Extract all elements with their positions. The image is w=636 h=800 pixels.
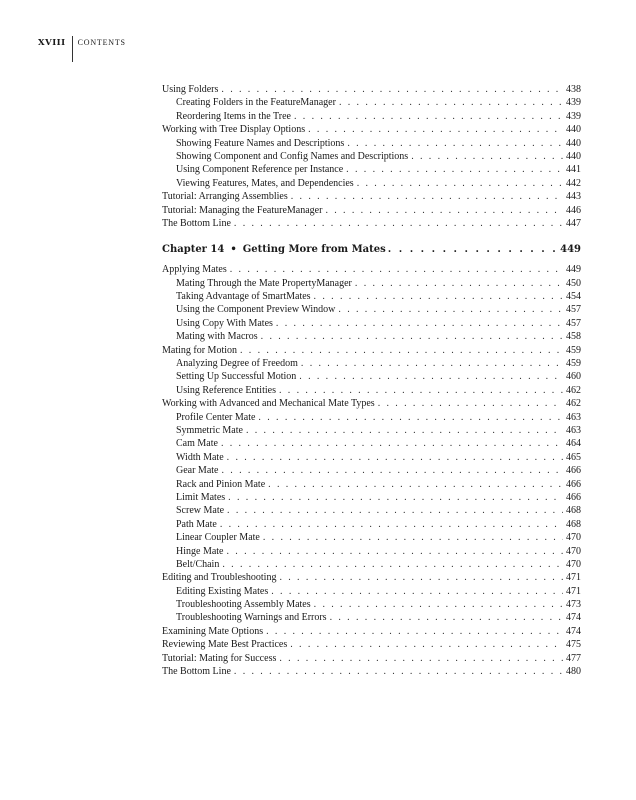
page-number: XVIII (38, 38, 66, 48)
entry-title: Profile Center Mate (176, 411, 256, 423)
entry-page: 480 (566, 666, 581, 678)
toc-entry[interactable] (162, 190, 581, 203)
entry-title: The Bottom Line (162, 217, 231, 229)
entry-title: Working with Tree Display Options (162, 124, 306, 136)
dot-leader (301, 357, 563, 370)
toc-subentry[interactable] (162, 451, 581, 464)
entry-title: Cam Mate (176, 438, 218, 450)
toc-subentry[interactable] (162, 558, 581, 571)
toc-group-before-chapter (162, 83, 581, 230)
entry-title: Using Reference Entities (176, 384, 276, 396)
entry-page: 439 (566, 97, 581, 109)
toc-entry[interactable] (162, 263, 581, 276)
dot-leader (240, 344, 563, 357)
entry-title: Creating Folders in the FeatureManager (176, 97, 336, 109)
dot-leader (279, 384, 563, 397)
entry-title: Working with Advanced and Mechanical Mate Types (162, 398, 375, 410)
dot-leader (227, 504, 563, 517)
entry-page: 449 (566, 264, 581, 276)
toc-subentry[interactable] (162, 598, 581, 611)
entry-page: 470 (566, 532, 581, 544)
entry-title: Editing and Troubleshooting (162, 572, 277, 584)
toc-subentry[interactable] (162, 464, 581, 477)
dot-leader (276, 317, 563, 330)
entry-title: Using Folders (162, 84, 219, 95)
entry-title: Mating for Motion (162, 344, 237, 356)
entry-page: 450 (566, 277, 581, 289)
entry-title: Mating with Macros (176, 331, 258, 343)
entry-title: Analyzing Degree of Freedom (176, 358, 298, 370)
entry-title: Using the Component Preview Window (176, 304, 336, 316)
entry-page: 470 (566, 558, 581, 570)
chapter-heading[interactable] (162, 244, 581, 260)
entry-page: 440 (566, 150, 581, 162)
entry-page: 463 (566, 424, 581, 436)
entry-title: Examining Mate Options (162, 625, 264, 637)
toc-subentry[interactable] (162, 163, 581, 176)
dot-leader (294, 110, 563, 123)
chapter-bullet: • (230, 244, 237, 256)
dot-leader (234, 217, 563, 230)
entry-page: 470 (566, 545, 581, 557)
entry-page: 446 (566, 204, 581, 216)
dot-leader (291, 190, 563, 203)
entry-page: 465 (566, 451, 581, 463)
entry-page: 439 (566, 110, 581, 122)
entry-title: Mating Through the Mate PropertyManager (176, 277, 352, 289)
entry-title: Tutorial: Managing the FeatureManager (162, 204, 323, 216)
dot-leader (271, 585, 563, 598)
toc-entry[interactable] (162, 638, 581, 651)
entry-page: 466 (566, 465, 581, 477)
toc-subentry[interactable] (162, 491, 581, 504)
dot-leader (325, 204, 563, 217)
dot-leader (266, 625, 563, 638)
dot-leader (258, 411, 563, 424)
entry-title: Setting Up Successful Motion (176, 371, 297, 383)
toc-entry[interactable] (162, 123, 581, 136)
entry-page: 458 (566, 331, 581, 343)
entry-page: 474 (566, 625, 581, 637)
toc-subentry[interactable] (162, 585, 581, 598)
toc-subentry[interactable] (162, 177, 581, 190)
entry-page: 464 (566, 438, 581, 450)
entry-title: Width Mate (176, 451, 224, 463)
toc-subentry[interactable] (162, 384, 581, 397)
chapter-label: Chapter 14 (162, 244, 225, 256)
entry-title: Limit Mates (176, 491, 226, 503)
entry-title: Belt/Chain (176, 558, 220, 570)
entry-page: 457 (566, 317, 581, 329)
entry-page: 460 (566, 371, 581, 383)
entry-title: Gear Mate (176, 465, 219, 477)
entry-title: Taking Advantage of SmartMates (176, 291, 311, 303)
entry-page: 466 (566, 478, 581, 490)
entry-page: 466 (566, 491, 581, 503)
entry-page: 468 (566, 505, 581, 517)
dot-leader (378, 397, 563, 410)
entry-title: Showing Component and Config Names and Descriptions (176, 150, 409, 162)
toc-subentry[interactable] (162, 545, 581, 558)
entry-page: 468 (566, 518, 581, 530)
toc-entry[interactable] (162, 217, 581, 230)
dot-leader (339, 96, 563, 109)
toc-entry[interactable] (162, 397, 581, 410)
dot-leader (299, 370, 563, 383)
toc-subentry[interactable] (162, 150, 581, 163)
toc-subentry[interactable] (162, 96, 581, 109)
entry-page: 447 (566, 217, 581, 229)
dot-leader (347, 137, 563, 150)
entry-title: Reordering Items in the Tree (176, 110, 291, 122)
toc-subentry[interactable] (162, 303, 581, 316)
dot-leader (227, 451, 563, 464)
entry-title: Showing Feature Names and Descriptions (176, 137, 345, 149)
entry-title: Using Copy With Mates (176, 317, 273, 329)
toc-subentry[interactable] (162, 504, 581, 517)
dot-leader (411, 150, 563, 163)
entry-title: Using Component Reference per Instance (176, 164, 344, 176)
chapter-page: 449 (560, 244, 581, 256)
dot-leader (357, 177, 563, 190)
toc-subentry[interactable] (162, 137, 581, 150)
entry-page: 454 (566, 291, 581, 303)
toc-subentry[interactable] (162, 277, 581, 290)
dot-leader (222, 558, 563, 571)
dot-leader (228, 491, 563, 504)
entry-page: 441 (566, 164, 581, 176)
toc-subentry[interactable] (162, 411, 581, 424)
dot-leader (227, 545, 564, 558)
toc-entry[interactable] (162, 625, 581, 638)
entry-page: 473 (566, 599, 581, 611)
toc-subentry[interactable] (162, 317, 581, 330)
dot-leader (279, 571, 563, 584)
entry-page: 438 (566, 84, 581, 95)
toc-entry[interactable] (162, 652, 581, 665)
toc-subentry[interactable] (162, 357, 581, 370)
toc-subentry[interactable] (162, 370, 581, 383)
dot-leader (290, 638, 563, 651)
toc-entry[interactable] (162, 204, 581, 217)
dot-leader (338, 303, 563, 316)
entry-title: Rack and Pinion Mate (176, 478, 266, 490)
entry-title: Tutorial: Arranging Assemblies (162, 191, 288, 203)
dot-leader (261, 330, 563, 343)
entry-page: 440 (566, 124, 581, 136)
toc-subentry[interactable] (162, 330, 581, 343)
dot-leader (234, 665, 563, 678)
entry-title: Hinge Mate (176, 545, 224, 557)
entry-page: 471 (566, 572, 581, 584)
entry-title: Applying Mates (162, 264, 227, 276)
toc-subentry[interactable] (162, 110, 581, 123)
entry-title: Tutorial: Mating for Success (162, 652, 277, 664)
dot-leader (308, 123, 563, 136)
toc-subentry[interactable] (162, 424, 581, 437)
entry-title: The Bottom Line (162, 666, 231, 678)
toc-subentry[interactable] (162, 518, 581, 531)
entry-page: 442 (566, 177, 581, 189)
entry-page: 443 (566, 191, 581, 203)
entry-title: Troubleshooting Warnings and Errors (176, 612, 327, 624)
toc-group-chapter-14 (162, 263, 581, 678)
entry-title: Path Mate (176, 518, 217, 530)
entry-title: Symmetric Mate (176, 424, 243, 436)
page-header (38, 36, 126, 64)
toc-subentry[interactable] (162, 290, 581, 303)
entry-page: 474 (566, 612, 581, 624)
dot-leader (263, 531, 563, 544)
entry-title: Linear Coupler Mate (176, 532, 260, 544)
dot-leader (279, 652, 563, 665)
dot-leader (268, 478, 563, 491)
entry-page: 459 (566, 344, 581, 356)
entry-page: 462 (566, 384, 581, 396)
toc-entry[interactable] (162, 665, 581, 678)
entry-title: Editing Existing Mates (176, 585, 269, 597)
entry-title: Troubleshooting Assembly Mates (176, 599, 311, 611)
entry-page: 457 (566, 304, 581, 316)
dot-leader (330, 611, 563, 624)
header-divider (72, 36, 73, 62)
entry-page: 477 (566, 652, 581, 664)
toc-subentry[interactable] (162, 531, 581, 544)
entry-title: Screw Mate (176, 505, 225, 517)
dot-leader (221, 437, 563, 450)
dot-leader (246, 424, 563, 437)
dot-leader (314, 290, 563, 303)
entry-page: 462 (566, 398, 581, 410)
toc-entry[interactable] (162, 571, 581, 584)
dot-leader (221, 83, 563, 96)
dot-leader (314, 598, 563, 611)
toc-entry[interactable] (162, 83, 581, 96)
entry-page: 471 (566, 585, 581, 597)
dot-leader (346, 163, 563, 176)
toc-subentry[interactable] (162, 478, 581, 491)
dot-leader (355, 277, 563, 290)
entry-title: Viewing Features, Mates, and Dependencies (176, 177, 354, 189)
table-of-contents (162, 83, 581, 678)
dot-leader (388, 244, 558, 255)
entry-page: 459 (566, 358, 581, 370)
toc-subentry[interactable] (162, 437, 581, 450)
toc-subentry[interactable] (162, 611, 581, 624)
entry-page: 440 (566, 137, 581, 149)
dot-leader (221, 464, 563, 477)
entry-title: Reviewing Mate Best Practices (162, 639, 288, 651)
dot-leader (230, 263, 563, 276)
entry-page: 463 (566, 411, 581, 423)
section-title: CONTENTS (77, 38, 126, 47)
toc-entry[interactable] (162, 344, 581, 357)
dot-leader (220, 518, 563, 531)
chapter-title: Getting More from Mates (242, 244, 386, 256)
entry-page: 475 (566, 639, 581, 651)
